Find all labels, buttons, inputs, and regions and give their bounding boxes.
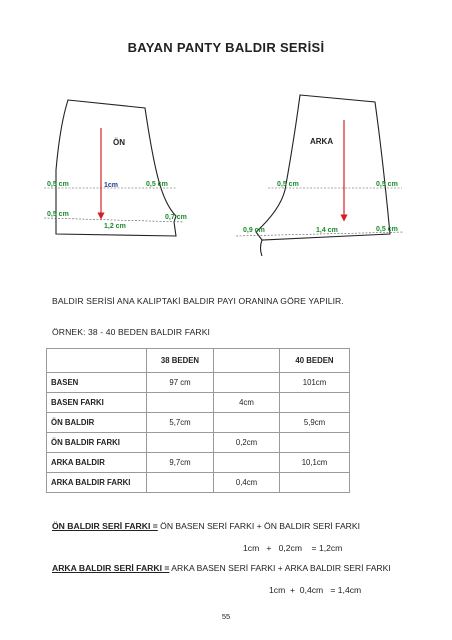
pattern-diagram [0, 0, 452, 280]
table-cell [280, 473, 350, 493]
page-number: 55 [221, 612, 231, 621]
table-cell [214, 413, 280, 433]
table-cell [214, 453, 280, 473]
table-cell: ÖN BALDIR FARKI [47, 433, 147, 453]
table-row [47, 433, 350, 453]
table-header-cell: 40 BEDEN [280, 349, 350, 373]
table-cell: 10,1cm [280, 453, 350, 473]
back-measure-right-bottom: 0,5 cm [376, 226, 398, 233]
example-text: ÖRNEK: 38 - 40 BEDEN BALDIR FARKI [52, 327, 211, 337]
table-cell [147, 393, 214, 413]
back-formula-calc: 1cm + 0,4cm = 1,4cm [269, 585, 362, 595]
front-formula-label: ÖN BALDIR SERİ FARKI = [52, 521, 158, 531]
table-cell: 0,2cm [214, 433, 280, 453]
back-formula-text: ARKA BASEN SERİ FARKI + ARKA BALDIR SERİ FARKI [169, 563, 391, 573]
table-cell: 5,9cm [280, 413, 350, 433]
table-cell: BASEN FARKI [47, 393, 147, 413]
table-row [47, 413, 350, 433]
table-header-cell [214, 349, 280, 373]
table-cell [280, 433, 350, 453]
front-measure-right-top: 0,5 cm [146, 181, 168, 188]
back-measure-mid-bottom: 1,4 cm [316, 227, 338, 234]
table-row [47, 373, 350, 393]
front-measure-mid-top: 1cm [104, 182, 119, 189]
table-cell [147, 433, 214, 453]
table-cell: 5,7cm [147, 413, 214, 433]
table-cell [147, 473, 214, 493]
front-formula-calc: 1cm + 0,2cm = 1,2cm [243, 543, 343, 553]
back-measure-left-top: 0,5 cm [277, 181, 299, 188]
front-measure-mid-bottom: 1,2 cm [104, 223, 126, 230]
table-header-cell [47, 349, 147, 373]
front-measure-left-top: 0,5 cm [47, 181, 69, 188]
table-cell: ARKA BALDIR [47, 453, 147, 473]
table-cell: BASEN [47, 373, 147, 393]
front-formula-text: ÖN BASEN SERİ FARKI + ÖN BALDIR SERİ FARKI [157, 521, 361, 531]
front-measure-left-bottom: 0,5 cm [47, 211, 69, 218]
table-cell: 97 cm [147, 373, 214, 393]
table-cell: ARKA BALDIR FARKI [47, 473, 147, 493]
table-cell [214, 373, 280, 393]
intro-text: BALDIR SERİSİ ANA KALIPTAKİ BALDIR PAYI ORANINA GÖRE YAPILIR. [52, 296, 344, 306]
back-measure-left-bottom: 0,9 cm [243, 227, 265, 234]
front-pattern-piece [44, 100, 187, 236]
back-measure-right-top: 0,5 cm [376, 181, 398, 188]
table-cell: ÖN BALDIR [47, 413, 147, 433]
back-label: ARKA [310, 137, 334, 146]
back-formula-label: ARKA BALDIR SERİ FARKI = [52, 563, 170, 573]
back-formula [52, 563, 391, 573]
front-formula [52, 521, 360, 531]
table-header-cell: 38 BEDEN [147, 349, 214, 373]
table-cell: 4cm [214, 393, 280, 413]
table-header-row [47, 349, 350, 373]
table-cell: 0,4cm [214, 473, 280, 493]
front-label: ÖN [113, 138, 125, 147]
table-cell: 101cm [280, 373, 350, 393]
front-measure-right-bottom: 0,7 cm [165, 214, 187, 221]
size-table [46, 348, 350, 493]
table-cell [280, 393, 350, 413]
table-row [47, 453, 350, 473]
page-title: BAYAN PANTY BALDIR SERİSİ [127, 40, 325, 55]
table-row [47, 473, 350, 493]
back-pattern-piece [236, 95, 404, 256]
table-cell: 9,7cm [147, 453, 214, 473]
front-lower-guide [44, 218, 184, 222]
table-row [47, 393, 350, 413]
